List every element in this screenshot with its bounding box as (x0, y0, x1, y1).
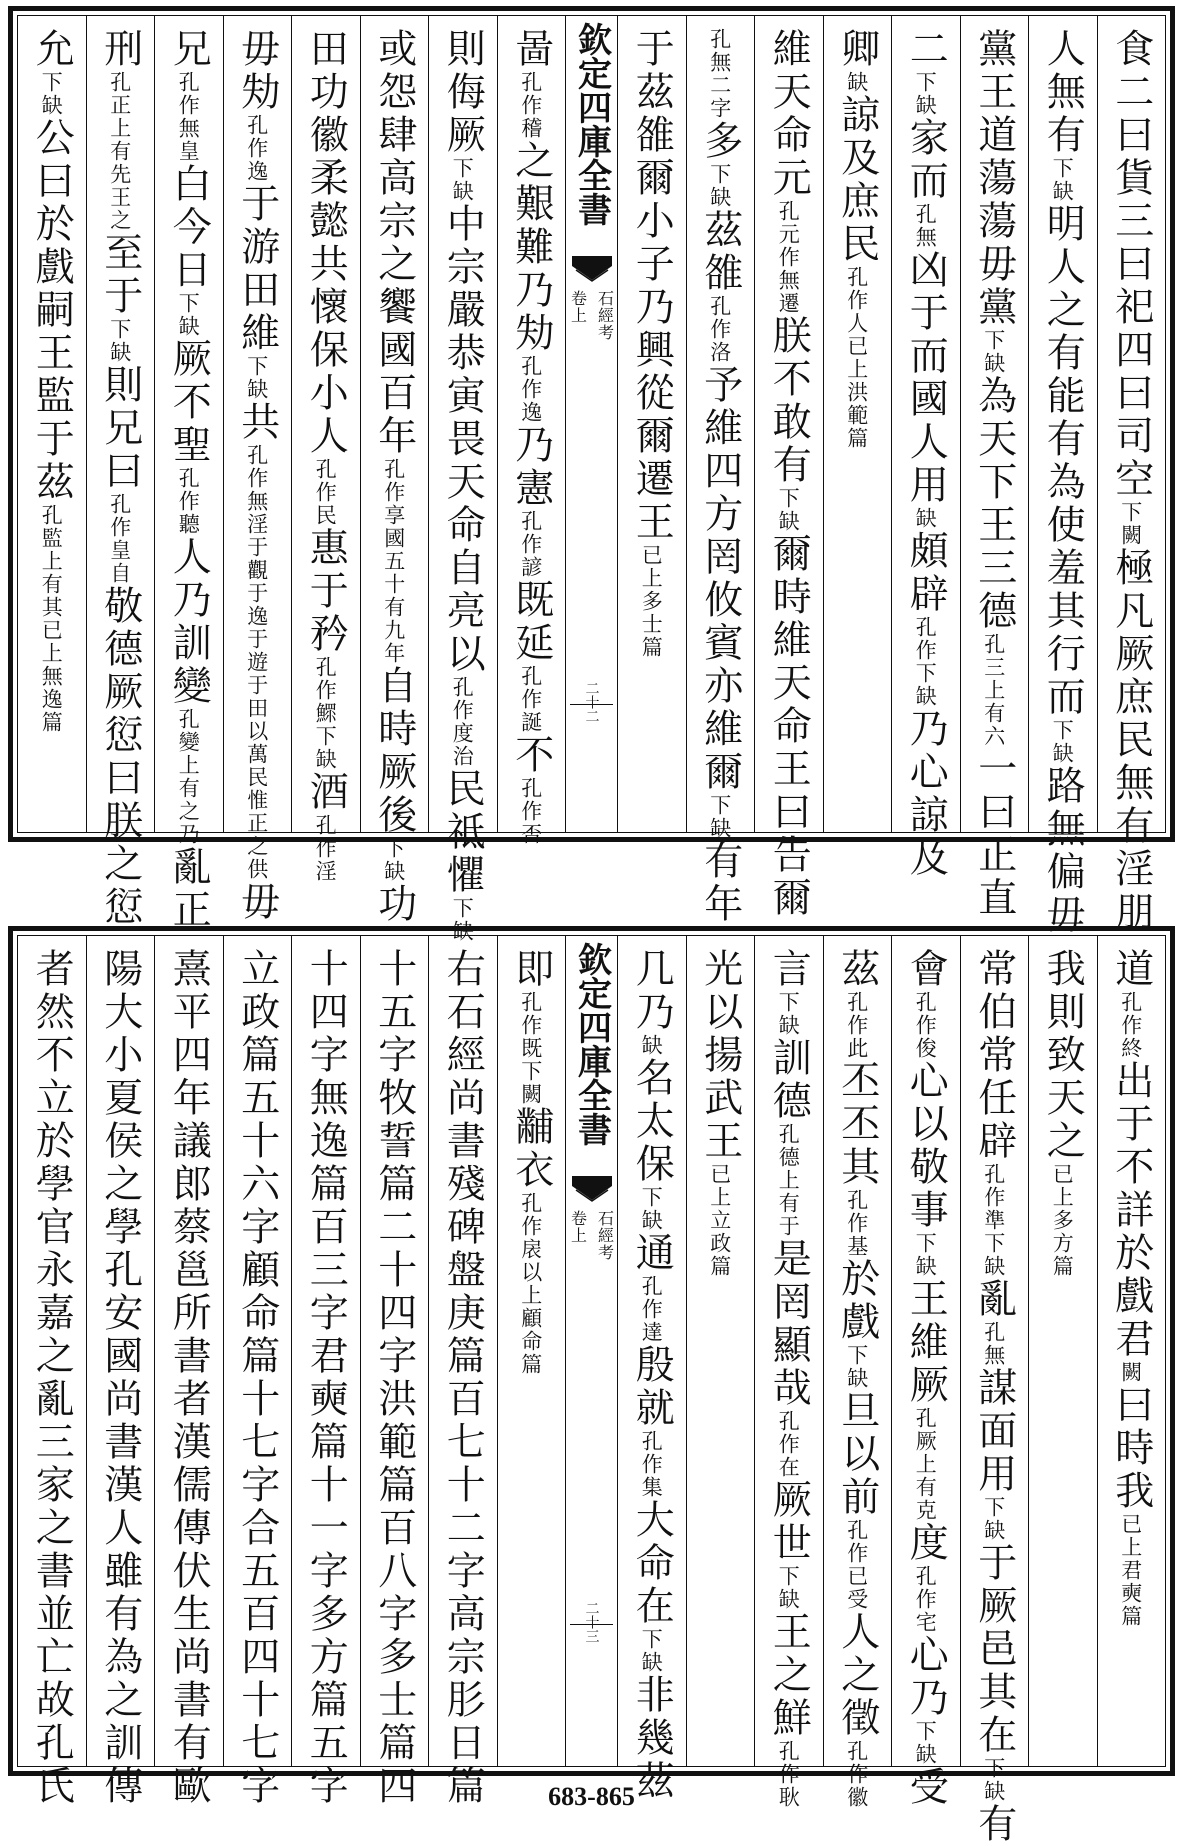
annotation-note: 孔作集 (639, 1430, 664, 1499)
main-text: 兄 (166, 28, 212, 71)
annotation-note: 孔作扆以上顧命篇 (518, 1192, 543, 1376)
column-text (903, 948, 949, 1809)
annotation-note: 下缺 (450, 157, 475, 203)
column-text (97, 948, 143, 1808)
annotation-note: 下缺 (244, 355, 269, 401)
center-margin-column (565, 16, 617, 832)
main-text: 極凡厥庶民無有淫朋 (1108, 547, 1154, 934)
main-text: 爾時維天命王曰告爾 (766, 533, 812, 920)
main-text: 亂 (971, 1278, 1017, 1321)
main-text: 王維厥 (903, 1278, 949, 1407)
main-text: 訓德 (766, 1037, 812, 1123)
main-text: 乃憲 (508, 424, 554, 510)
column-text (234, 948, 280, 1808)
fishtail-mark-icon (572, 256, 612, 282)
annotation-note: 孔作鰥下缺 (313, 656, 338, 771)
annotation-note: 孔元作無遷 (776, 200, 801, 315)
main-text: 功 (371, 883, 417, 926)
main-text: 言 (766, 948, 812, 991)
page-columns-top (17, 15, 1166, 943)
main-text: 公曰於戲嗣王監于茲 (29, 117, 75, 504)
column-text (303, 948, 349, 1808)
annotation-note: 孔作俊 (913, 991, 938, 1060)
main-text: 多 (697, 120, 743, 163)
main-text: 熹平四年議郎蔡邕所書者漢儒傳伏生尚書有歐 (166, 948, 212, 1808)
column-text (766, 948, 812, 1809)
annotation-note: 孔作達 (639, 1275, 664, 1344)
text-column (1097, 936, 1166, 1766)
main-text: 通 (629, 1232, 675, 1275)
main-text: 黼衣 (508, 1106, 554, 1192)
column-text (440, 28, 486, 943)
annotation-note: 孔正上有先王之 (107, 71, 132, 232)
fishtail-mark-icon (572, 1176, 612, 1202)
text-column (428, 16, 497, 943)
text-column (686, 936, 755, 1766)
annotation-note: 孔作人已上洪範篇 (844, 266, 869, 450)
leaf-page-number: 二十二 (583, 681, 600, 723)
column-text (508, 28, 554, 846)
text-column (86, 16, 155, 929)
main-text: 常伯常任辟 (971, 948, 1017, 1163)
column-text (303, 28, 349, 883)
main-text: 予維四方罔攸賓亦維爾 (697, 364, 743, 794)
annotation-note: 已上多方篇 (1050, 1163, 1075, 1278)
main-text: 卿 (834, 28, 880, 71)
main-text: 丕丕其 (834, 1060, 880, 1189)
main-text: 諒及庶民 (834, 94, 880, 266)
column-text (971, 948, 1017, 1846)
annotation-note: 孔作已受 (844, 1519, 869, 1611)
main-text: 凶于而國人用 (903, 249, 949, 507)
text-column (223, 936, 292, 1808)
main-text: 刑 (97, 28, 143, 71)
main-text: 民祗懼 (440, 768, 486, 897)
main-text: 為天下王三德 (971, 375, 1017, 633)
annotation-note: 闕 (1118, 1361, 1143, 1384)
column-text (29, 948, 75, 1808)
main-text: 是罔顯哉 (766, 1238, 812, 1410)
text-column (617, 936, 686, 1803)
column-text (440, 948, 486, 1808)
column-text (371, 28, 417, 926)
column-text (166, 28, 212, 932)
main-text: 即 (508, 948, 554, 991)
text-column (960, 16, 1029, 920)
column-text (508, 948, 554, 1376)
main-text: 謀面用 (971, 1367, 1017, 1496)
annotation-note: 下缺 (844, 1344, 869, 1390)
annotation-note: 孔作稽 (518, 71, 543, 140)
main-text: 於戲 (834, 1258, 880, 1344)
main-text: 立政篇五十六字顧命篇十七字合五百四十七字 (234, 948, 280, 1808)
main-text: 則兄曰 (97, 364, 143, 493)
text-column (497, 936, 566, 1766)
main-text: 者然不立於學官永嘉之亂三家之書並亡故孔氏 (29, 948, 75, 1808)
main-text: 于厥邑其在 (971, 1542, 1017, 1757)
annotation-note: 下缺 (981, 1496, 1006, 1542)
center-margin-column (565, 936, 617, 1766)
text-column (823, 16, 892, 832)
annotation-note: 下缺 (981, 1757, 1006, 1803)
annotation-note: 孔作準下缺 (981, 1163, 1006, 1278)
text-column (18, 936, 86, 1808)
annotation-note: 下缺 (39, 71, 64, 117)
annotation-note: 缺 (844, 71, 869, 94)
column-text (834, 948, 880, 1809)
annotation-note: 下缺 (776, 1565, 801, 1611)
main-text: 非幾茲 (629, 1674, 675, 1803)
column-text (629, 948, 675, 1803)
main-text: 黨王道蕩蕩毋黨 (971, 28, 1017, 329)
text-column (754, 16, 823, 920)
main-text: 亂正 (166, 846, 212, 932)
main-text: 會 (903, 948, 949, 991)
column-text (903, 28, 949, 880)
main-text: 乃心諒及 (903, 708, 949, 880)
text-column (154, 16, 223, 932)
main-text: 陽大小夏侯之學孔安國尚書漢人雖有為之訓傳 (97, 948, 143, 1808)
main-text: 有 (971, 1803, 1017, 1846)
annotation-note: 下缺 (913, 71, 938, 117)
annotation-note: 下缺 (707, 163, 732, 209)
annotation-note: 孔監上有其已上無逸篇 (39, 504, 64, 734)
annotation-note: 孔作無淫于觀于逸于遊于田以萬民惟正之供 (244, 444, 269, 881)
main-text: 允 (29, 28, 75, 71)
main-text: 一曰正直 (971, 748, 1017, 920)
main-text: 明人之有能有為使羞其行而 (1040, 203, 1086, 719)
main-text: 几乃 (629, 948, 675, 1034)
volume-name: 卷上 (568, 290, 588, 324)
main-text: 敬德厥愆曰朕之愆 (97, 585, 143, 929)
page-panel-top (8, 6, 1175, 943)
annotation-note: 孔作下缺 (913, 616, 938, 708)
main-text: 白今日 (166, 163, 212, 292)
main-text: 十五字牧誓篇二十四字洪範篇百八字多士篇四 (371, 948, 417, 1808)
main-text: 人無有 (1040, 28, 1086, 157)
main-text: 之艱難乃劮 (508, 140, 554, 355)
text-column (1028, 16, 1097, 937)
main-text: 或怨肆高宗之饗國百年 (371, 28, 417, 458)
main-text: 道 (1108, 948, 1154, 991)
annotation-note: 孔作終 (1118, 991, 1143, 1060)
annotation-note: 孔作逸 (244, 114, 269, 183)
annotation-note: 缺 (639, 1034, 664, 1057)
main-text: 路無偏毋 (1040, 765, 1086, 937)
text-column (154, 936, 223, 1808)
annotation-note: 孔厥上有克 (913, 1407, 938, 1522)
text-column (1097, 16, 1166, 934)
annotation-note: 孔作誕 (518, 665, 543, 734)
column-text (1040, 948, 1086, 1278)
column-text (834, 28, 880, 450)
annotation-note: 下闕 (1118, 501, 1143, 547)
main-text: 十四字無逸篇百三字君奭篇十一字多方篇五字 (303, 948, 349, 1808)
main-text: 中宗嚴恭寅畏天命自亮以 (440, 203, 486, 676)
annotation-note: 下缺 (450, 897, 475, 943)
annotation-note: 孔作基 (844, 1189, 869, 1258)
annotation-note: 孔作洛 (707, 295, 732, 364)
annotation-note: 孔作享國五十有九年 (381, 458, 406, 665)
annotation-note: 孔無二字 (707, 28, 732, 120)
main-text: 食二曰貨三曰祀四曰司空 (1108, 28, 1154, 501)
annotation-note: 孔變上有之乃 (176, 708, 201, 846)
column-text (1040, 28, 1086, 937)
annotation-note: 下缺 (639, 1186, 664, 1232)
main-text: 我則致天之 (1040, 948, 1086, 1163)
column-text (971, 28, 1017, 920)
main-text: 曰時我 (1108, 1384, 1154, 1513)
main-text: 人乃訓變 (166, 536, 212, 708)
annotation-note: 下缺 (776, 991, 801, 1037)
text-column (428, 936, 497, 1808)
main-text: 田功徽柔懿共懷保小人 (303, 28, 349, 458)
annotation-note: 缺 (913, 507, 938, 530)
book-name: 石經考 (595, 290, 615, 341)
annotation-note: 孔作宅 (913, 1565, 938, 1634)
main-text: 度 (903, 1522, 949, 1565)
column-text (1108, 28, 1154, 934)
text-column (360, 16, 429, 926)
text-column (754, 936, 823, 1809)
main-text: 名太保 (629, 1057, 675, 1186)
column-text (697, 948, 743, 1278)
annotation-note: 孔三上有六 (981, 633, 1006, 748)
text-column (223, 16, 292, 924)
annotation-note: 孔作逸 (518, 355, 543, 424)
annotation-note: 已上立政篇 (707, 1163, 732, 1278)
main-text: 厥不聖 (166, 338, 212, 467)
main-text: 厥世 (766, 1479, 812, 1565)
annotation-note: 下缺 (1050, 719, 1075, 765)
column-text (29, 28, 75, 734)
annotation-note: 孔作既下闕 (518, 991, 543, 1106)
text-column (86, 936, 155, 1808)
main-text: 維天命元 (766, 28, 812, 200)
main-text: 既延 (508, 579, 554, 665)
main-text: 心以敬事 (903, 1060, 949, 1232)
annotation-note: 孔作諺 (518, 510, 543, 579)
collection-title: 欽定四庫全書 (571, 22, 612, 226)
main-text: 殷就 (629, 1344, 675, 1430)
text-column (360, 936, 429, 1808)
annotation-note: 孔作徽 (844, 1740, 869, 1809)
main-text: 惠于矜 (303, 527, 349, 656)
text-column (291, 936, 360, 1808)
column-text (629, 28, 675, 659)
column-text (766, 28, 812, 920)
annotation-note: 孔作皇自 (107, 493, 132, 585)
main-text: 至于 (97, 232, 143, 318)
column-text (234, 28, 280, 924)
annotation-note: 下缺 (176, 292, 201, 338)
main-text: 于茲雒爾小子乃興從爾遷王 (629, 28, 675, 544)
annotation-note: 孔作否 (518, 777, 543, 846)
annotation-note: 下缺 (776, 487, 801, 533)
main-text: 出于不詳於戲君 (1108, 1060, 1154, 1361)
column-text (1108, 948, 1154, 1628)
leaf-page-number: 二十三 (583, 1601, 600, 1643)
main-text: 于游田維 (234, 183, 280, 355)
column-text (97, 28, 143, 929)
main-text: 王之鮮 (766, 1611, 812, 1740)
text-column (960, 936, 1029, 1846)
text-column (497, 16, 566, 846)
main-text: 右石經尚書殘碑盤庚篇百七十二字高宗肜日篇 (440, 948, 486, 1808)
annotation-note: 孔作淫 (313, 814, 338, 883)
main-text: 共 (234, 401, 280, 444)
main-text: 茲 (834, 948, 880, 991)
annotation-note: 下缺 (1050, 157, 1075, 203)
annotation-note: 孔作民 (313, 458, 338, 527)
annotation-note: 下缺 (707, 794, 732, 840)
annotation-note: 已上多士篇 (639, 544, 664, 659)
text-column (617, 16, 686, 832)
annotation-note: 已上君奭篇 (1118, 1513, 1143, 1628)
main-text: 毋劮 (234, 28, 280, 114)
annotation-note: 下缺 (381, 837, 406, 883)
column-text (371, 948, 417, 1808)
annotation-note: 孔作在 (776, 1410, 801, 1479)
volume-name: 卷上 (568, 1210, 588, 1244)
text-column (686, 16, 755, 926)
annotation-note: 下缺 (913, 1232, 938, 1278)
annotation-note: 下缺 (981, 329, 1006, 375)
annotation-note: 孔作無皇 (176, 71, 201, 163)
annotation-note: 下缺 (913, 1720, 938, 1766)
text-column (291, 16, 360, 883)
main-text: 心乃 (903, 1634, 949, 1720)
annotation-note: 孔作聽 (176, 467, 201, 536)
main-text: 光以揚武王 (697, 948, 743, 1163)
annotation-note: 孔作度治 (450, 676, 475, 768)
annotation-note: 孔無 (913, 203, 938, 249)
column-text (166, 948, 212, 1808)
collection-title: 欽定四庫全書 (571, 942, 612, 1146)
annotation-note: 下缺 (639, 1628, 664, 1674)
annotation-note: 孔無 (981, 1321, 1006, 1367)
main-text: 朕不敢有 (766, 315, 812, 487)
text-column (1028, 936, 1097, 1766)
annotation-note: 孔作耿 (776, 1740, 801, 1809)
book-name: 石經考 (595, 1210, 615, 1261)
main-text: 啚 (508, 28, 554, 71)
book-volume-label (567, 1210, 617, 1261)
main-text: 自時厥後 (371, 665, 417, 837)
book-volume-label (567, 290, 617, 341)
annotation-note: 下缺 (107, 318, 132, 364)
column-text (697, 28, 743, 926)
main-text: 毋 (234, 881, 280, 924)
main-text: 茲雒 (697, 209, 743, 295)
text-column (891, 16, 960, 880)
page-footer-code: 683-865 (548, 1782, 635, 1811)
text-column (18, 16, 86, 832)
main-text: 有年 (697, 840, 743, 926)
main-text: 二 (903, 28, 949, 71)
main-text: 頗辟 (903, 530, 949, 616)
main-text: 受 (903, 1766, 949, 1809)
annotation-note: 孔德上有于 (776, 1123, 801, 1238)
text-column (823, 936, 892, 1809)
main-text: 則侮厥 (440, 28, 486, 157)
main-text: 人之徵 (834, 1611, 880, 1740)
main-text: 旦以前 (834, 1390, 880, 1519)
text-column (891, 936, 960, 1809)
main-text: 家而 (903, 117, 949, 203)
main-text: 不 (508, 734, 554, 777)
main-text: 酒 (303, 771, 349, 814)
main-text: 大命在 (629, 1499, 675, 1628)
annotation-note: 孔作此 (844, 991, 869, 1060)
